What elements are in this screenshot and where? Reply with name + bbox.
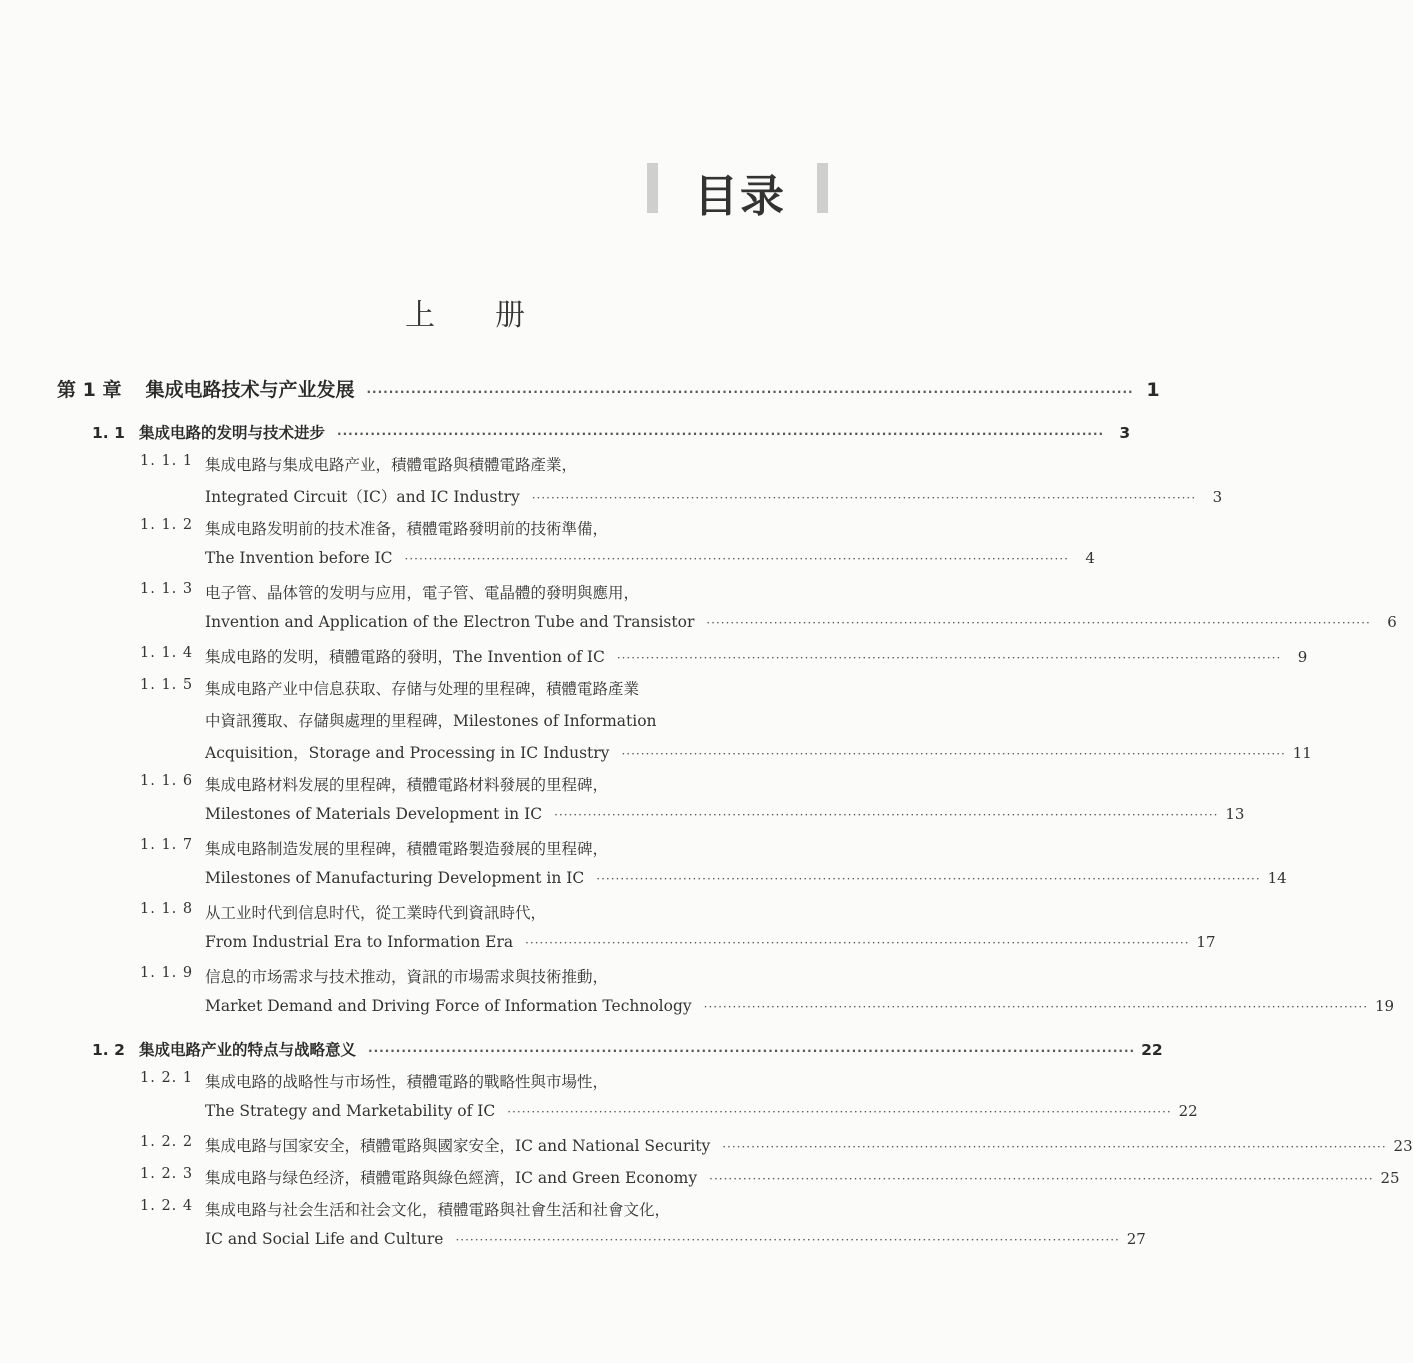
toc-subsection-continuation[interactable] — [205, 549, 1095, 567]
chapter-number: 第 1 章 — [57, 379, 122, 401]
toc-subsection-continuation[interactable] — [205, 741, 1312, 763]
subsection-title-en: From Industrial Era to Information Era — [205, 933, 514, 951]
subsection-number: 1. 1. 3 — [140, 581, 194, 597]
page-number: 22 — [1141, 1041, 1163, 1059]
subsection-title: 集成电路与国家安全，積體電路與國家安全，IC and National Security — [205, 1137, 711, 1155]
subsection-title-en: The Invention before IC — [205, 549, 393, 567]
toc-subsection-continuation[interactable] — [205, 869, 1287, 887]
toc-subsection-entry[interactable] — [140, 677, 826, 699]
section-number: 1. 2 — [92, 1041, 125, 1059]
leader-dots: ·········································································································································· — [366, 385, 1134, 399]
page-number: 19 — [1374, 997, 1395, 1015]
page-number: 17 — [1196, 933, 1216, 951]
page-number: 9 — [1297, 648, 1308, 666]
leader-dots: ·········································································································································· — [525, 936, 1190, 950]
page-number: 11 — [1292, 744, 1312, 762]
subsection-number: 1. 1. 6 — [140, 773, 194, 789]
toc-chapter-entry[interactable] — [57, 375, 1160, 402]
subsection-number: 1. 1. 7 — [140, 837, 194, 853]
leader-dots: ·········································································································································· — [709, 1172, 1374, 1186]
page-number: 3 — [1119, 424, 1131, 442]
subsection-title: 集成电路的发明，積體電路的發明，The Invention of IC — [205, 648, 605, 666]
page-number: 14 — [1267, 869, 1287, 887]
subsection-number: 1. 1. 8 — [140, 901, 194, 917]
chapter-title: 集成电路技术与产业发展 — [145, 379, 355, 401]
subsection-title: 中資訊獲取、存儲與處理的里程碑，Milestones of Information — [205, 712, 657, 730]
toc-subsection-continuation[interactable] — [205, 613, 1397, 631]
toc-subsection-continuation[interactable] — [205, 1102, 1198, 1120]
section-title: 集成电路的发明与技术进步 — [139, 424, 326, 442]
toc-subsection-continuation[interactable] — [205, 805, 1245, 823]
toc-section-entry[interactable] — [92, 421, 1131, 443]
toc-subsection-entry[interactable] — [140, 901, 826, 923]
subsection-title-en: Market Demand and Driving Force of Information Technology — [205, 997, 692, 1015]
subsection-number: 1. 2. 3 — [140, 1166, 194, 1182]
toc-subsection-entry[interactable] — [140, 1198, 826, 1220]
section-number: 1. 1 — [92, 424, 125, 442]
page-number: 1 — [1146, 379, 1160, 401]
subsection-title: 集成电路的战略性与市场性，積體電路的戰略性與市場性， — [205, 1073, 609, 1091]
toc-subsection-continuation[interactable] — [205, 485, 1223, 507]
subsection-number: 1. 1. 5 — [140, 677, 194, 693]
leader-dots: ·········································································································································· — [531, 491, 1197, 505]
subsection-title-en: Milestones of Manufacturing Development in IC — [205, 869, 585, 887]
leader-dots: ·········································································································································· — [507, 1105, 1172, 1119]
subsection-title: 从工业时代到信息时代，從工業時代到資訊時代， — [205, 904, 547, 922]
subsection-title-en: Invention and Application of the Electron Tube and Transistor — [205, 613, 695, 631]
subsection-title-en: Milestones of Materials Development in IC — [205, 805, 543, 823]
subsection-title-en: Acquisition，Storage and Processing in IC Industry — [205, 744, 610, 762]
subsection-number: 1. 1. 2 — [140, 517, 194, 533]
subsection-title: 集成电路与社会生活和社会文化，積體電路與社會生活和社會文化， — [205, 1201, 671, 1219]
subsection-number: 1. 1. 9 — [140, 965, 194, 981]
subsection-number: 1. 2. 2 — [140, 1134, 194, 1150]
subsection-number: 1. 2. 1 — [140, 1070, 194, 1086]
subsection-number: 1. 2. 4 — [140, 1198, 194, 1214]
leader-dots: ·········································································································································· — [616, 651, 1282, 665]
subsection-title-en: The Strategy and Marketability of IC — [205, 1102, 496, 1120]
toc-subsection-continuation[interactable] — [205, 709, 826, 731]
toc-subsection-entry[interactable] — [140, 581, 826, 603]
toc-subsection-continuation[interactable] — [205, 933, 1216, 951]
subsection-title: 集成电路产业中信息获取、存储与处理的里程碑，積體電路產業 — [205, 680, 640, 698]
leader-dots: ·········································································································································· — [337, 427, 1105, 441]
leader-dots: ·········································································································································· — [455, 1233, 1120, 1247]
toc-subsection-entry[interactable] — [140, 1070, 826, 1092]
subsection-title: 集成电路与集成电路产业，積體電路與積體電路產業， — [205, 456, 578, 474]
leader-dots: ·········································································································································· — [706, 616, 1371, 630]
subsection-title: 电子管、晶体管的发明与应用，電子管、電晶體的發明與應用， — [205, 584, 640, 602]
page-number: 25 — [1380, 1169, 1400, 1187]
subsection-title: 集成电路材料发展的里程碑，積體電路材料發展的里程碑， — [205, 776, 609, 794]
page-number: 4 — [1085, 549, 1095, 567]
toc-section-entry[interactable] — [92, 1038, 1163, 1060]
subsection-title: 集成电路制造发展的里程碑，積體電路製造發展的里程碑， — [205, 840, 609, 858]
subsection-title: 集成电路与绿色经济，積體電路與綠色經濟，IC and Green Economy — [205, 1169, 698, 1187]
subsection-number: 1. 1. 4 — [140, 645, 194, 661]
leader-dots: ·········································································································································· — [722, 1140, 1387, 1154]
toc-subsection-continuation[interactable] — [205, 997, 1395, 1015]
subsection-title: 集成电路发明前的技术准备，積體電路發明前的技術準備， — [205, 520, 609, 538]
leader-dots: ·········································································································································· — [596, 872, 1261, 886]
toc-subsection-entry[interactable] — [140, 645, 1308, 667]
toc-subsection-entry[interactable] — [140, 965, 826, 987]
volume-label: 上册 — [405, 298, 585, 333]
title-decoration-bar-right — [817, 163, 828, 213]
subsection-title-en: Integrated Circuit（IC）and IC Industry — [205, 488, 520, 506]
subsection-title: 信息的市场需求与技术推动，資訊的市場需求與技術推動， — [205, 968, 609, 986]
toc-subsection-entry[interactable] — [140, 837, 826, 859]
leader-dots: ·········································································································································· — [621, 747, 1286, 761]
page-number: 22 — [1178, 1102, 1198, 1120]
page-number: 27 — [1126, 1230, 1146, 1248]
toc-subsection-continuation[interactable] — [205, 1230, 1146, 1248]
toc-subsection-entry[interactable] — [140, 773, 826, 795]
toc-subsection-entry[interactable] — [140, 1166, 1400, 1188]
toc-subsection-entry[interactable] — [140, 453, 826, 475]
page-number: 23 — [1393, 1137, 1413, 1155]
leader-dots: ·········································································································································· — [404, 552, 1069, 566]
leader-dots: ·········································································································································· — [703, 1000, 1369, 1014]
toc-subsection-entry[interactable] — [140, 517, 826, 539]
subsection-title-en: IC and Social Life and Culture — [205, 1230, 444, 1248]
title-decoration-bar-left — [647, 163, 658, 213]
subsection-number: 1. 1. 1 — [140, 453, 194, 469]
leader-dots: ·········································································································································· — [368, 1044, 1136, 1058]
leader-dots: ·········································································································································· — [554, 808, 1219, 822]
toc-title: 目录 — [694, 171, 786, 222]
toc-subsection-entry[interactable] — [140, 1134, 1413, 1156]
page-number: 3 — [1212, 488, 1223, 506]
section-title: 集成电路产业的特点与战略意义 — [139, 1041, 357, 1059]
page-number: 13 — [1225, 805, 1245, 823]
page-number: 6 — [1387, 613, 1397, 631]
